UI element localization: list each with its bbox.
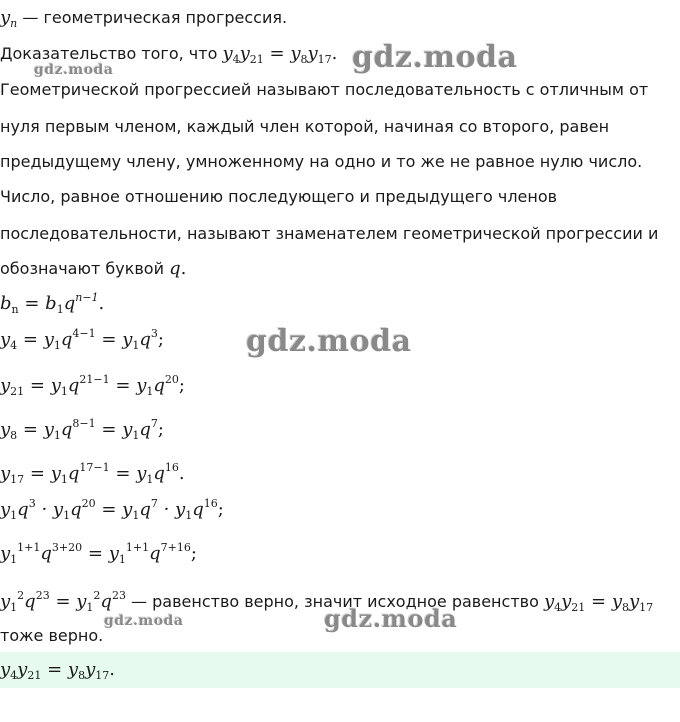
formula-exponents: $y_1^{1+1}q^{3+20} = y_1^{1+1}q^{7+16}$; (0, 541, 197, 566)
proof-statement-line: Доказательство того, что $y_4y_{21} = y_8y_{17}$. (0, 43, 338, 66)
definition-line-2: нуля первым членом, каждый член которой, начиная со второго, равен (0, 117, 610, 136)
intro-text: — геометрическая прогрессия. (17, 8, 288, 27)
definition-line-6: обозначают буквой q. (0, 258, 187, 279)
definition-line-1: Геометрической прогрессией называют последовательность с отличным от (0, 80, 649, 99)
definition-line-4: Число, равное отношению последующего и предыдущего членов (0, 187, 558, 206)
definition-line-6-text: обозначают буквой (0, 259, 170, 278)
watermark-logo: gdz.moda (324, 604, 458, 633)
watermark-logo: gdz.moda (352, 40, 518, 75)
formula-yn: $y_n$ (0, 7, 18, 30)
formula-y17: $y_{17} = y_1q^{17-1} = y_1q^{16}$. (0, 461, 185, 486)
formula-y21: $y_{21} = y_1q^{21-1} = y_1q^{20}$; (0, 373, 185, 398)
formula-y8: $y_8 = y_1q^{8-1} = y_1q^7$; (0, 417, 164, 442)
formula-y4: $y_4 = y_1q^{4-1} = y_1q^3$; (0, 327, 164, 352)
formula-statement: $y_4y_{21} = y_8y_{17}$ (222, 43, 332, 66)
conclusion-text: — равенство верно, значит исходное равенство (125, 592, 544, 611)
answer-formula: $y_4y_{21} = y_8y_{17}$. (0, 659, 115, 682)
formula-product: $y_1q^3 \cdot y_1q^{20} = y_1q^7 \cdot y_1q^{16}$; (0, 497, 224, 522)
watermark-logo: gdz.moda (246, 324, 412, 359)
watermark-logo-small: gdz.moda (104, 613, 184, 629)
formula-general: $b_n = b_1q^{n-1}$. (0, 291, 105, 316)
answer-box (0, 652, 680, 688)
watermark-logo-small: gdz.moda (34, 62, 114, 78)
definition-line-3: предыдущему члену, умноженному на одно и то же не равное нулю число. (0, 152, 643, 171)
intro-line (0, 8, 287, 28)
conclusion-line: $y_1^2q^{23} = y_1^2q^{23}$ — равенство верно, значит исходное равенство $y_4y_{21} = y_8y_{17}$ (0, 589, 654, 614)
conclusion-line-2: тоже верно. (0, 626, 104, 645)
formula-q: q (169, 258, 181, 279)
definition-line-5: последовательности, называют знаменателем геометрической прогрессии и (0, 224, 659, 243)
proof-statement-text: Доказательство того, что (0, 44, 223, 63)
